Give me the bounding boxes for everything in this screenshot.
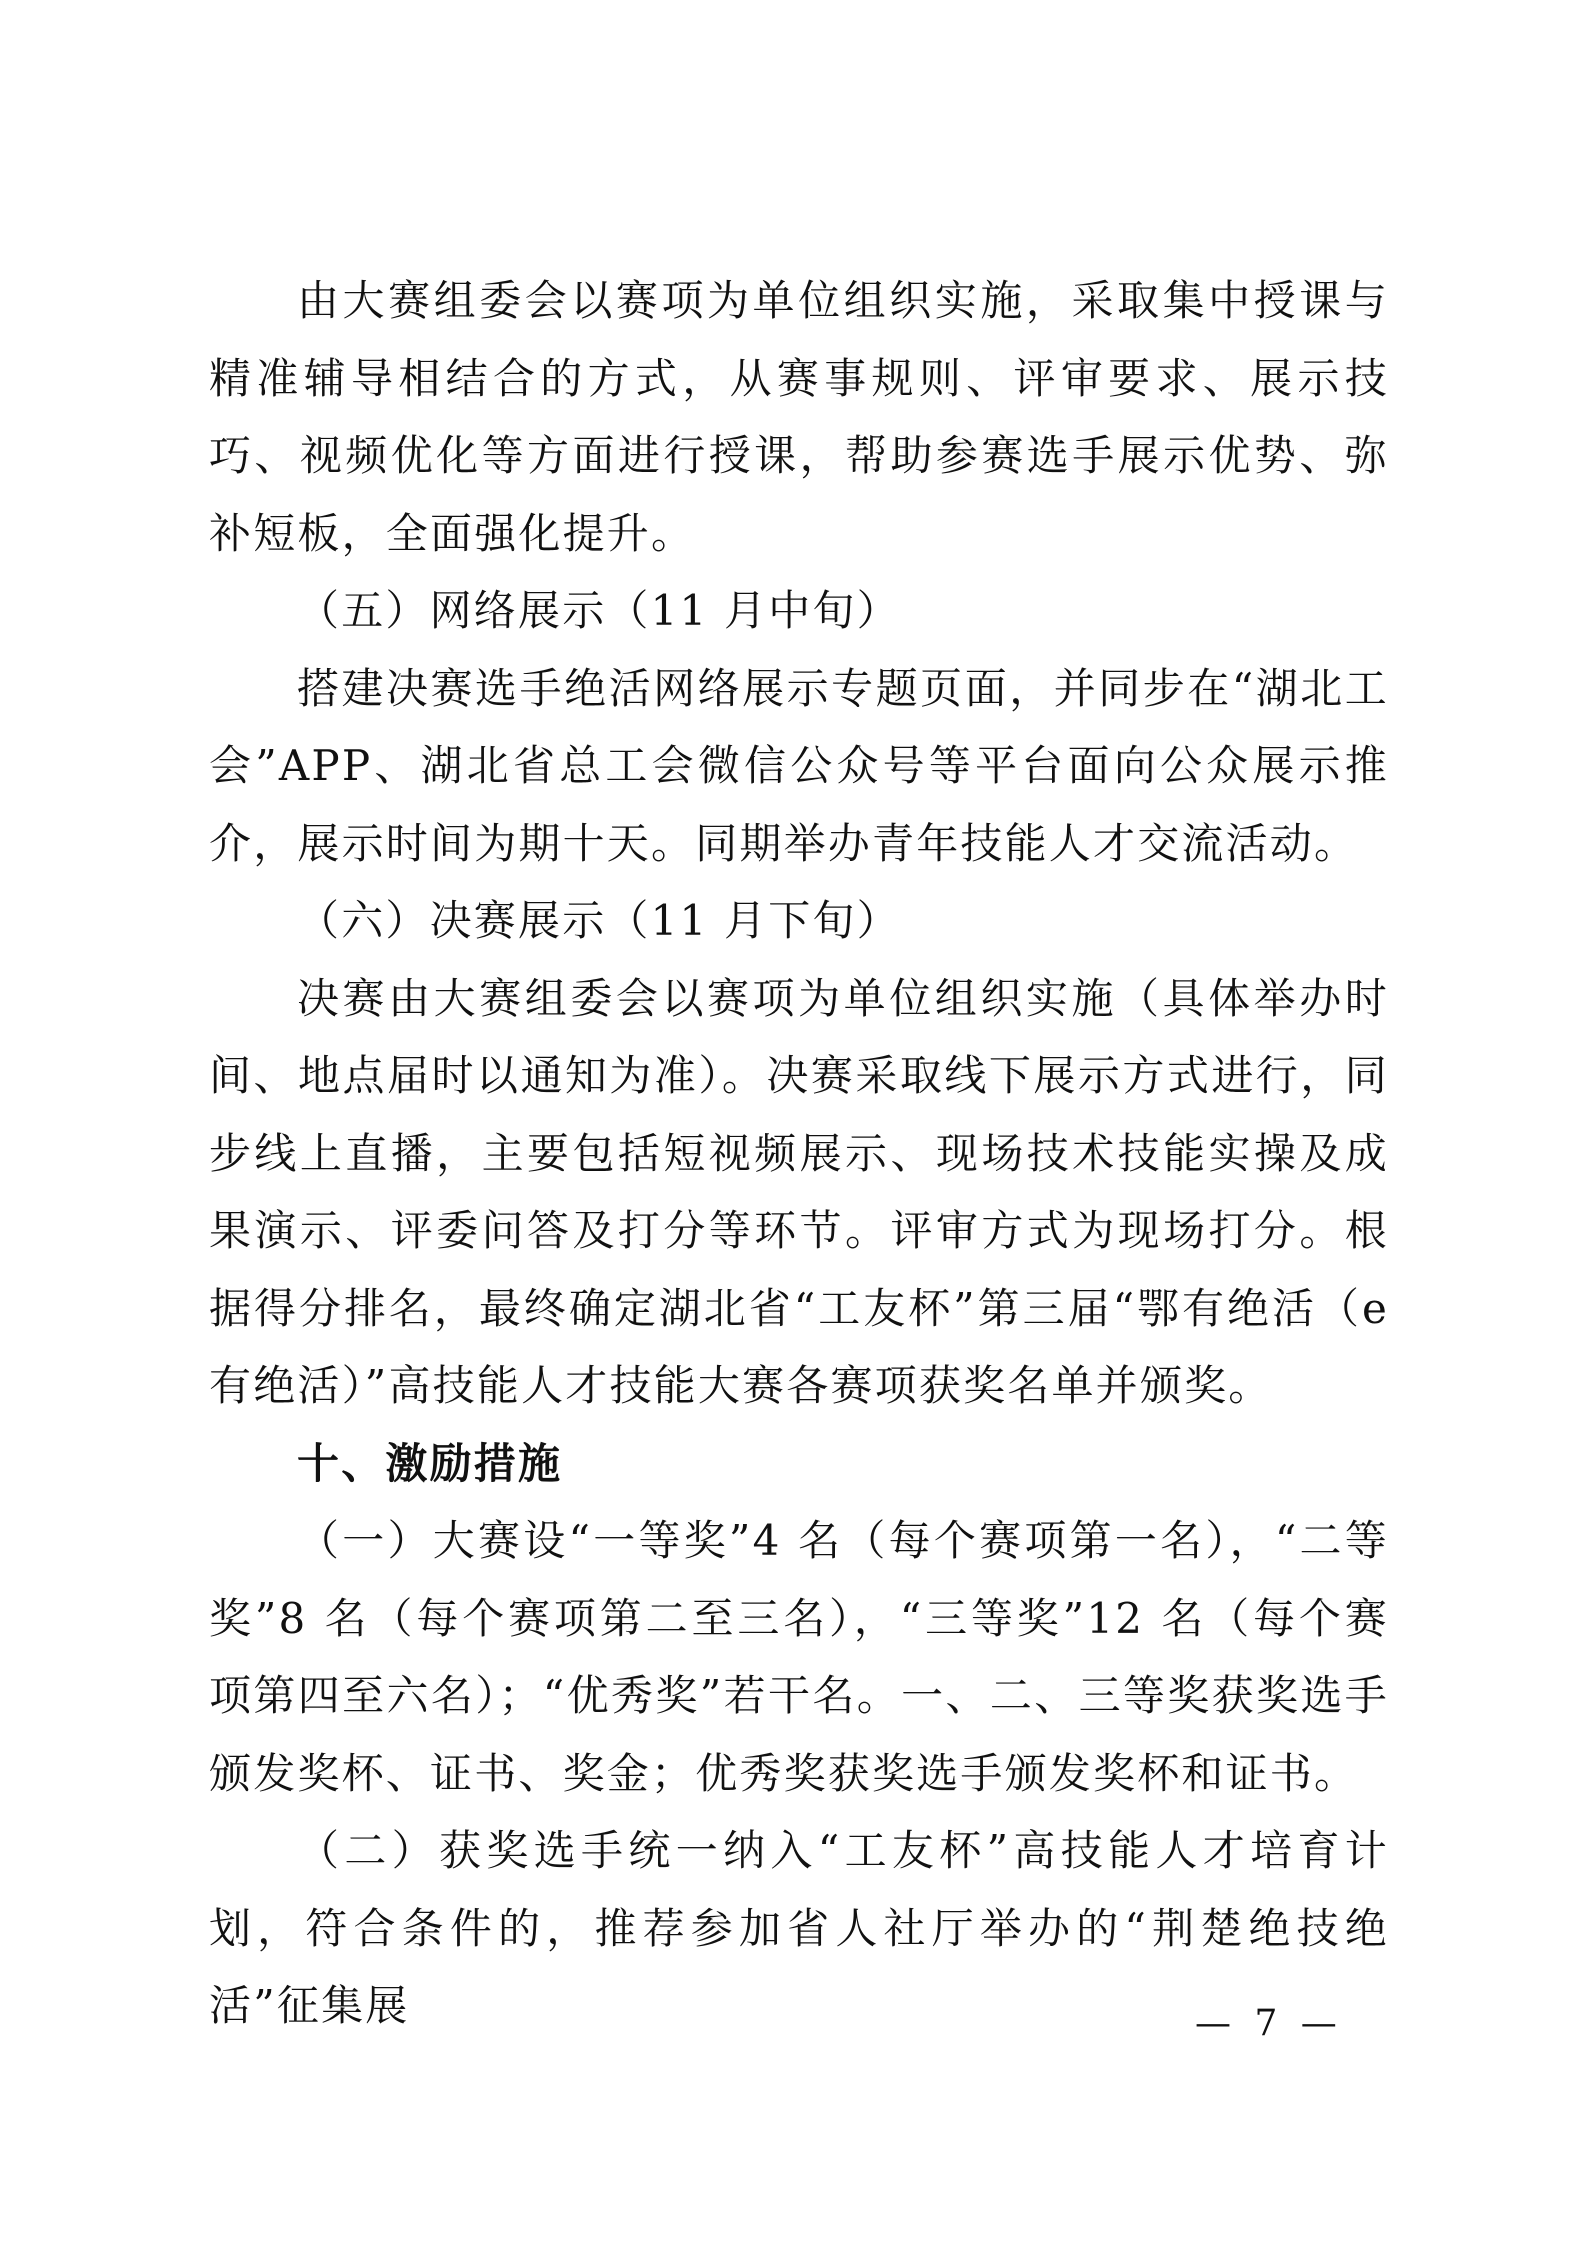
paragraph-final-showcase: 决赛由大赛组委会以赛项为单位组织实施（具体举办时间、地点届时以通知为准）。决赛采取线下展示方式进行，同步线上直播，主要包括短视频展示、现场技术技能实操及成果演示、评委问答及打分等环节。评审方式为现场打分。根据得分排名，最终确定湖北省“工友杯”第三届“鄂有绝活（e 有绝活）”高技能人才技能大赛各赛项获奖名单并颁奖。 bbox=[209, 973, 1389, 1410]
section-heading-incentives: 十、激励措施 bbox=[297, 1438, 563, 1488]
paragraph-training-plan: （二）获奖选手统一纳入“工友杯”高技能人才培育计划，符合条件的，推荐参加省人社厅举办的“荆楚绝技绝活”征集展 bbox=[209, 1826, 1389, 2030]
paragraph-awards: （一）大赛设“一等奖”4 名（每个赛项第一名），“二等奖”8 名（每个赛项第二至三名），“三等奖”12 名（每个赛项第四至六名）；“优秀奖”若干名。一、二、三等奖获奖选手颁发奖杯、证书、奖金；优秀奖获奖选手颁发奖杯和证书。 bbox=[209, 1516, 1389, 1798]
section-heading-final-showcase: （六）决赛展示（11 月下旬） bbox=[297, 896, 901, 945]
paragraph-training: 由大赛组委会以赛项为单位组织实施，采取集中授课与精准辅导相结合的方式，从赛事规则、评审要求、展示技巧、视频优化等方面进行授课，帮助参赛选手展示优势、弥补短板，全面强化提升。 bbox=[209, 276, 1389, 558]
section-heading-online-showcase: （五）网络展示（11 月中旬） bbox=[297, 586, 901, 635]
paragraph-online-showcase: 搭建决赛选手绝活网络展示专题页面，并同步在“湖北工会”APP、湖北省总工会微信公众号等平台面向公众展示推介，展示时间为期十天。同期举办青年技能人才交流活动。 bbox=[209, 663, 1389, 868]
document-body bbox=[209, 262, 1389, 2045]
page-number: — 7 — bbox=[1195, 2003, 1343, 2044]
